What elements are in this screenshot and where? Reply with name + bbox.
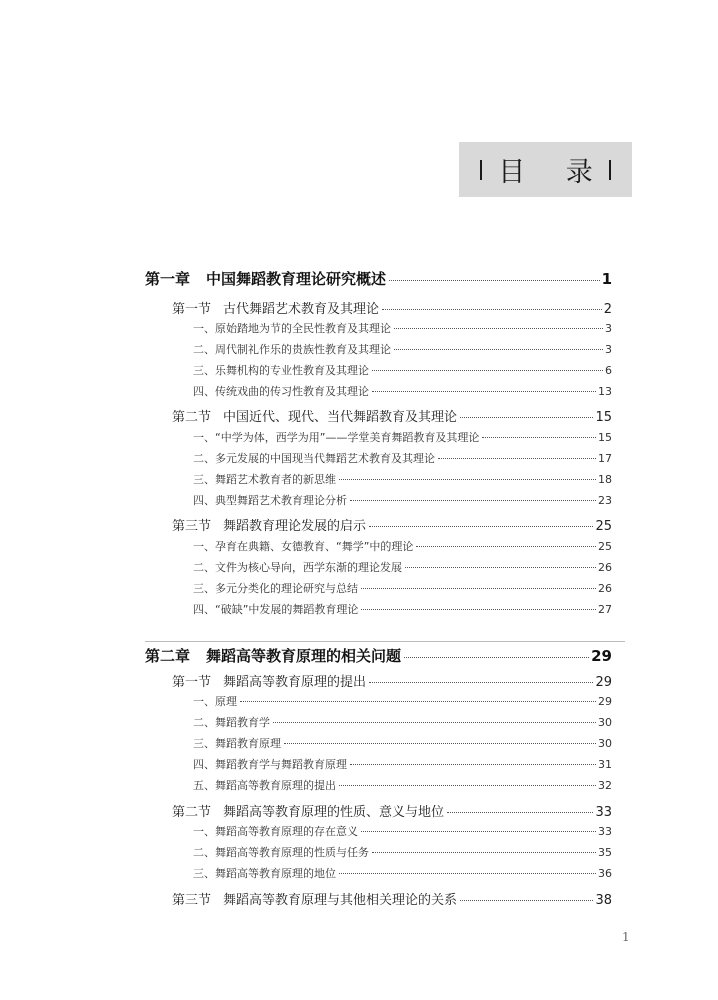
toc-sub-1-1-2[interactable]	[193, 341, 612, 357]
sub-title: 三、舞蹈艺术教育者的新思维	[193, 473, 336, 486]
sub-title: 一、原理	[193, 695, 237, 708]
dot-leader	[460, 417, 593, 418]
sub-page: 32	[598, 779, 612, 792]
sub-title: 五、舞蹈高等教育原理的提出	[193, 779, 336, 792]
section-number: 第一节	[172, 675, 212, 690]
sub-title: 四、“破缺”中发展的舞蹈教育理论	[193, 603, 359, 616]
toc-sub-1-2-2[interactable]	[193, 450, 612, 466]
sub-title: 二、周代制礼作乐的贵族性教育及其理论	[193, 343, 391, 356]
toc-sub-1-2-4[interactable]	[193, 492, 612, 508]
sub-page: 17	[598, 452, 612, 465]
section-page: 2	[603, 302, 612, 317]
sub-page: 23	[598, 494, 612, 507]
sub-title: 一、舞蹈高等教育原理的存在意义	[193, 825, 358, 838]
dot-leader	[438, 458, 596, 459]
toc-sub-2-1-4[interactable]	[193, 756, 612, 772]
sub-page: 35	[598, 846, 612, 859]
dot-leader	[482, 437, 596, 438]
sub-page: 29	[598, 695, 612, 708]
section-number: 第二节	[172, 410, 212, 425]
dot-leader	[361, 588, 596, 589]
dot-leader	[372, 391, 596, 392]
sub-page: 13	[598, 385, 612, 398]
sub-title: 一、“中学为体，西学为用”——学堂美育舞蹈教育及其理论	[193, 431, 480, 444]
dot-leader	[447, 812, 593, 813]
dot-leader	[350, 764, 596, 765]
toc-section-2-2[interactable]	[172, 801, 612, 820]
toc-sub-1-3-3[interactable]	[193, 580, 612, 596]
dot-leader	[460, 900, 593, 901]
dot-leader	[369, 526, 593, 527]
dot-leader	[416, 546, 596, 547]
chapter-title: 中国舞蹈教育理论研究概述	[206, 270, 387, 288]
chapter-page: 29	[591, 647, 612, 665]
sub-page: 36	[598, 867, 612, 880]
toc-sub-2-2-1[interactable]	[193, 823, 612, 839]
toc-sub-1-2-1[interactable]	[193, 429, 612, 445]
page-number: 1	[622, 930, 630, 944]
chapter-number: 第二章	[145, 647, 191, 665]
dot-leader	[361, 831, 596, 832]
dot-leader	[372, 852, 596, 853]
toc-sub-1-3-1[interactable]	[193, 538, 612, 554]
section-title: 舞蹈高等教育原理的性质、意义与地位	[223, 805, 445, 820]
toc-sub-1-1-4[interactable]	[193, 383, 612, 399]
chapter-number: 第一章	[145, 270, 191, 288]
chapter-page: 1	[601, 270, 612, 288]
sub-title: 三、舞蹈教育原理	[193, 737, 281, 750]
section-number: 第一节	[172, 302, 212, 317]
section-title: 古代舞蹈艺术教育及其理论	[223, 302, 380, 317]
sub-page: 26	[598, 561, 612, 574]
dot-leader	[389, 280, 600, 281]
sub-title: 二、舞蹈教育学	[193, 716, 270, 729]
toc-sub-2-2-2[interactable]	[193, 844, 612, 860]
sub-title: 二、舞蹈高等教育原理的性质与任务	[193, 846, 369, 859]
toc-sub-1-3-2[interactable]	[193, 559, 612, 575]
toc-sub-1-1-3[interactable]	[193, 362, 612, 378]
sub-page: 30	[598, 737, 612, 750]
dot-leader	[404, 657, 589, 658]
toc-section-1-1[interactable]	[172, 298, 612, 317]
toc-sub-1-2-3[interactable]	[193, 471, 612, 487]
sub-title: 二、文件为核心导向，西学东渐的理论发展	[193, 561, 402, 574]
toc-sub-2-2-3[interactable]	[193, 865, 612, 881]
toc-sub-1-1-1[interactable]	[193, 320, 612, 336]
sub-title: 三、多元分类化的理论研究与总结	[193, 582, 358, 595]
section-page: 33	[595, 805, 612, 820]
dot-leader	[394, 328, 603, 329]
dot-leader	[382, 309, 602, 310]
dot-leader	[284, 743, 596, 744]
toc-section-1-3[interactable]	[172, 515, 612, 534]
toc-sub-2-1-1[interactable]	[193, 693, 612, 709]
sub-title: 二、多元发展的中国现当代舞蹈艺术教育及其理论	[193, 452, 435, 465]
sub-title: 四、舞蹈教育学与舞蹈教育原理	[193, 758, 347, 771]
section-page: 38	[595, 893, 612, 908]
toc-chapter-2[interactable]	[145, 645, 612, 666]
sub-title: 三、乐舞机构的专业性教育及其理论	[193, 364, 369, 377]
dot-leader	[339, 479, 596, 480]
sub-page: 3	[605, 322, 612, 335]
dot-leader	[369, 682, 593, 683]
sub-title: 四、典型舞蹈艺术教育理论分析	[193, 494, 347, 507]
dot-leader	[372, 370, 603, 371]
dot-leader	[350, 500, 596, 501]
sub-page: 26	[598, 582, 612, 595]
sub-page: 31	[598, 758, 612, 771]
section-number: 第三节	[172, 519, 212, 534]
toc-sub-1-3-4[interactable]	[193, 601, 612, 617]
section-title: 舞蹈高等教育原理与其他相关理论的关系	[223, 893, 458, 908]
section-number: 第二节	[172, 805, 212, 820]
toc-chapter-1[interactable]	[145, 268, 612, 289]
dot-leader	[405, 567, 596, 568]
dot-leader	[361, 609, 596, 610]
sub-title: 一、孕育在典籍、女德教育、“舞学”中的理论	[193, 540, 414, 553]
toc-section-1-2[interactable]	[172, 406, 612, 425]
dot-leader	[240, 701, 596, 702]
chapter-title: 舞蹈高等教育原理的相关问题	[206, 647, 402, 665]
section-title: 舞蹈教育理论发展的启示	[223, 519, 367, 534]
sub-page: 33	[598, 825, 612, 838]
toc-sub-2-1-2[interactable]	[193, 714, 612, 730]
dot-leader	[339, 785, 596, 786]
sub-title: 三、舞蹈高等教育原理的地位	[193, 867, 336, 880]
section-title: 舞蹈高等教育原理的提出	[223, 675, 367, 690]
section-page: 25	[595, 519, 612, 534]
sub-page: 30	[598, 716, 612, 729]
sub-title: 一、原始踏地为节的全民性教育及其理论	[193, 322, 391, 335]
chapter-divider	[145, 641, 625, 642]
sub-title: 四、传统戏曲的传习性教育及其理论	[193, 385, 369, 398]
dot-leader	[339, 873, 596, 874]
section-number: 第三节	[172, 893, 212, 908]
toc-section-2-1[interactable]	[172, 671, 612, 690]
toc-section-2-3[interactable]	[172, 889, 612, 908]
sub-page: 15	[598, 431, 612, 444]
section-page: 15	[595, 410, 612, 425]
section-page: 29	[595, 675, 612, 690]
toc-title: 目 录	[498, 157, 609, 188]
section-title: 中国近代、现代、当代舞蹈教育及其理论	[223, 410, 458, 425]
sub-page: 25	[598, 540, 612, 553]
sub-page: 18	[598, 473, 612, 486]
sub-page: 27	[598, 603, 612, 616]
sub-page: 6	[605, 364, 612, 377]
toc-sub-2-1-5[interactable]	[193, 777, 612, 793]
dot-leader	[273, 722, 596, 723]
toc-sub-2-1-3[interactable]	[193, 735, 612, 751]
dot-leader	[394, 349, 603, 350]
sub-page: 3	[605, 343, 612, 356]
